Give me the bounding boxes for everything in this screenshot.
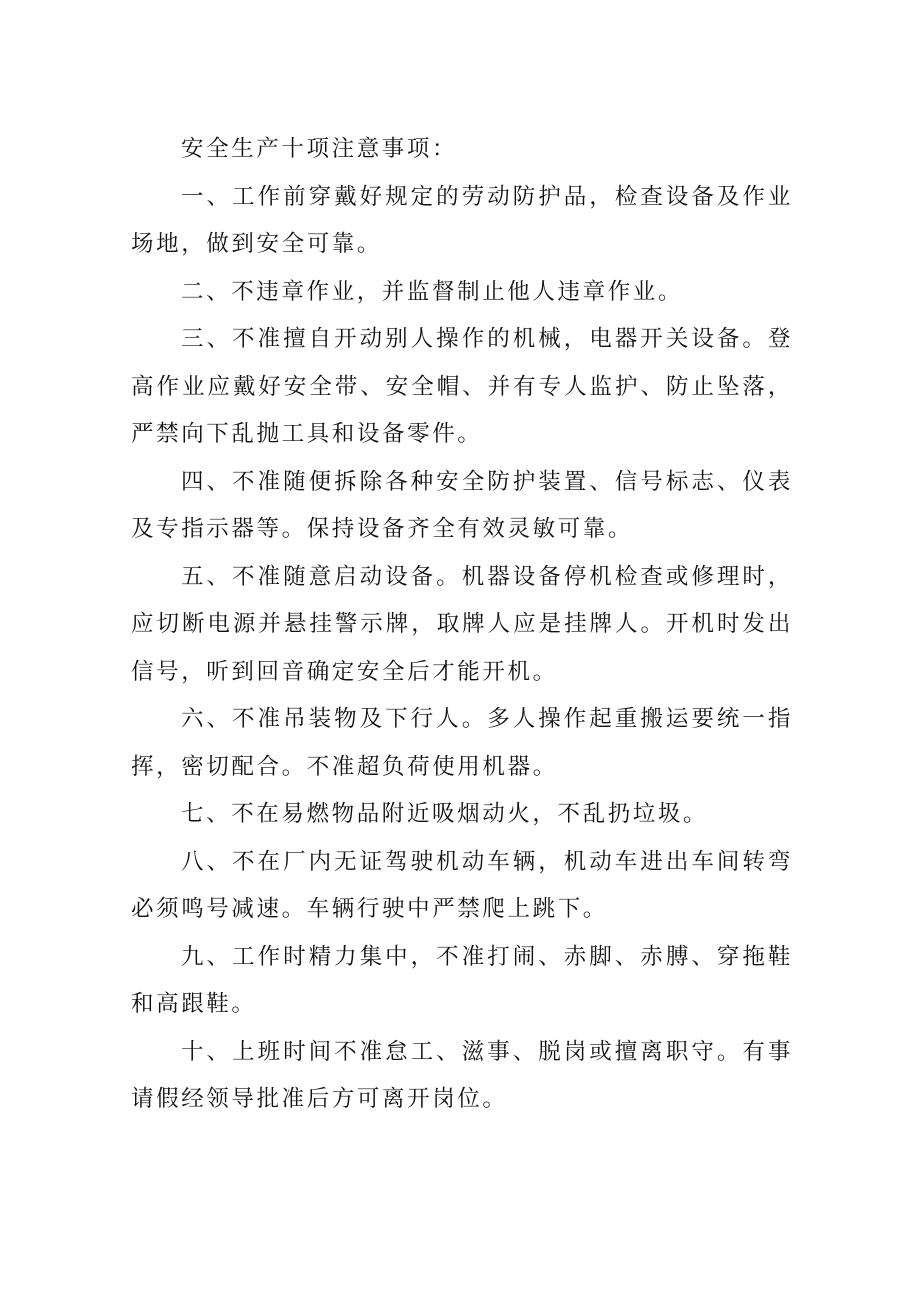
rule-item-2: 二、不违章作业，并监督制止他人违章作业。: [181, 278, 684, 305]
document-body: [131, 126, 793, 1124]
document-heading: 安全生产十项注意事项：: [181, 136, 458, 162]
rule-item-4: 四、不准随便拆除各种安全防护装置、信号标志、仪表及专指示器等。保持设备齐全有效灵敏可靠。: [131, 468, 793, 542]
rule-item-3: 三、不准擅自开动别人操作的机械，电器开关设备。登高作业应戴好安全带、安全帽、并有专人监护、防止坠落，严禁向下乱抛工具和设备零件。: [131, 326, 793, 447]
rule-item-1: 一、工作前穿戴好规定的劳动防护品，检查设备及作业场地，做到安全可靠。: [131, 183, 793, 257]
rule-item-10: 十、上班时间不准怠工、滋事、脱岗或擅离职守。有事请假经领导批准后方可离开岗位。: [131, 1038, 793, 1112]
rule-item-9: 九、工作时精力集中，不准打闹、赤脚、赤膊、穿拖鞋和高跟鞋。: [131, 943, 793, 1017]
rule-item-8: 八、不在厂内无证驾驶机动车辆，机动车进出车间转弯必须鸣号减速。车辆行驶中严禁爬上跳下。: [131, 848, 793, 922]
rule-item-6: 六、不准吊装物及下行人。多人操作起重搬运要统一指挥，密切配合。不准超负荷使用机器。: [131, 706, 793, 780]
rule-item-5: 五、不准随意启动设备。机器设备停机检查或修理时，应切断电源并悬挂警示牌，取牌人应是挂牌人。开机时发出信号，听到回音确定安全后才能开机。: [131, 563, 793, 685]
rule-item-7: 七、不在易燃物品附近吸烟动火，不乱扔垃圾。: [181, 801, 709, 827]
